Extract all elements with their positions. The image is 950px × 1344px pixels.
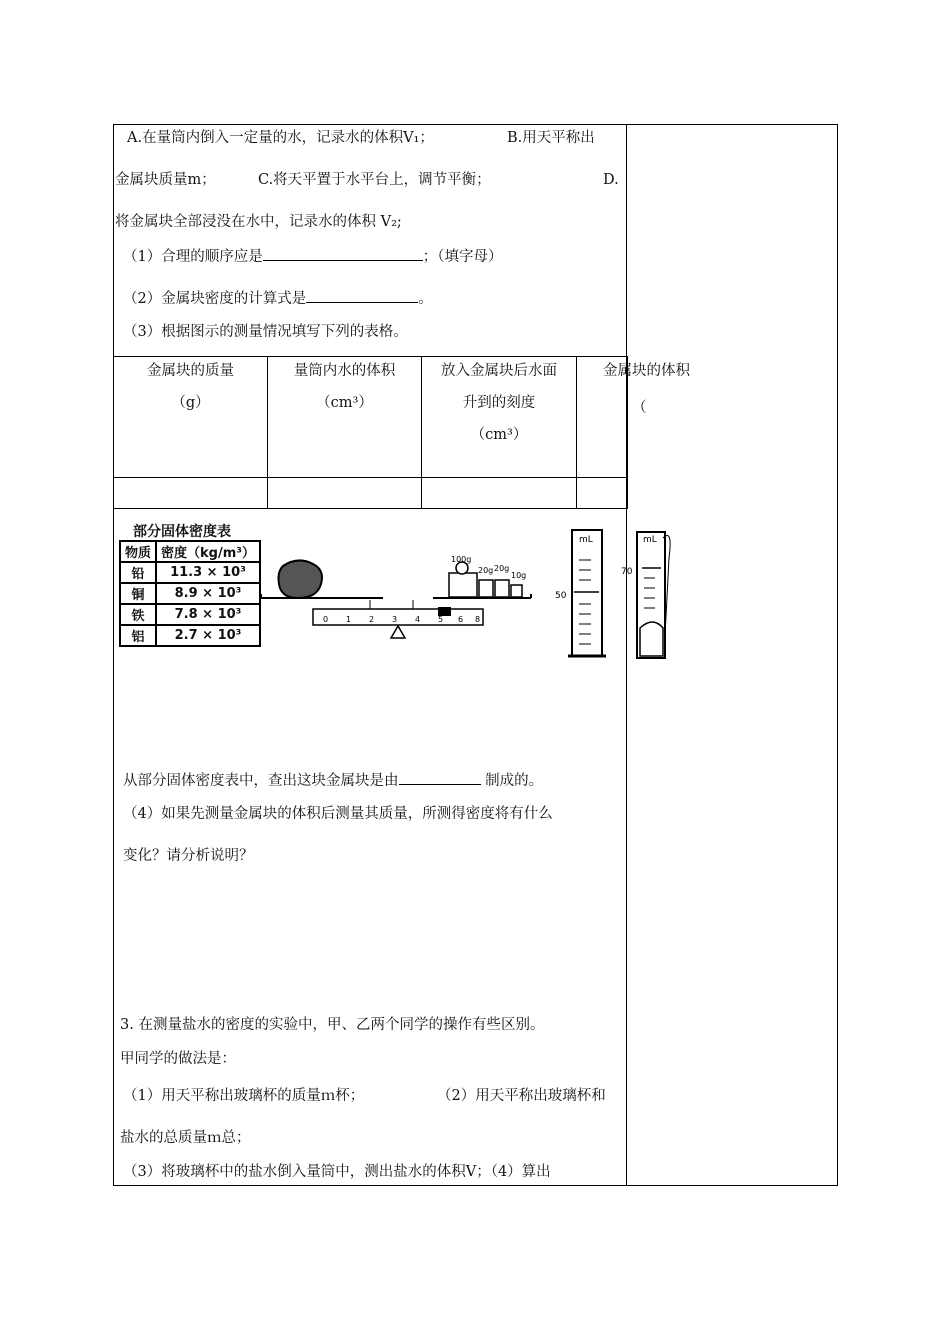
cylinder-mark-70: 70 [621,567,633,577]
step-b-end: 金属块质量m； [115,172,216,188]
density-row-value: 8.9 × 10³ [156,583,260,604]
density-row-substance: 铝 [120,625,156,646]
question-2: （2）金属块密度的计算式是 。 [123,288,433,309]
problem-3-intro: 3. 在测量盐水的密度的实验中，甲、乙两个同学的操作有些区别。 [120,1017,545,1033]
cell-mass[interactable] [114,478,268,509]
density-row-value: 7.8 × 10³ [156,604,260,625]
density-header-value: 密度（kg/m³） [156,541,260,562]
graduated-cylinder-left [568,530,606,656]
step-c: C.将天平置于水平台上，调节平衡； [258,172,491,188]
header-volume-unit: （ [632,400,647,416]
weight-label: 20g [494,564,510,573]
cylinder-unit: mL [643,535,657,545]
header-mass: 金属块的质量 （g） [114,357,268,478]
density-row-substance: 铜 [120,583,156,604]
scale-tick-label: 8 [475,615,481,624]
answer-blank-1[interactable] [263,246,423,261]
question-1: （1）合理的顺序应是 ；（填字母） [123,246,502,267]
scale-tick-label: 2 [369,615,375,624]
problem-3-step2-end: 盐水的总质量ｍ总； [120,1130,251,1146]
cylinder-mark-50: 50 [555,591,567,601]
problem-3-step2: （2）用天平称出玻璃杯和 [437,1088,606,1104]
measurement-table [113,356,628,509]
cylinder-unit: mL [579,535,593,545]
density-lookup-question: 从部分固体密度表中，查出这块金属块是由 制成的。 [123,770,543,791]
density-header-substance: 物质 [120,541,156,562]
weight-label: 20g [478,566,494,575]
step-d-end: 将金属块全部浸没在水中，记录水的体积 V₂; [115,214,402,230]
weight-label: 10g [511,571,527,580]
problem-3-step1: （1）用天平称出玻璃杯的质量ｍ杯； [123,1088,365,1104]
question-4-line1: （4）如果先测量金属块的体积后测量其质量，所测得密度将有什么 [123,806,553,822]
graduated-cylinder-right [637,532,670,658]
density-row-substance: 铁 [120,604,156,625]
density-table-title: 部分固体密度表 [133,524,231,540]
answer-blank-2[interactable] [306,288,418,303]
answer-blank-material[interactable] [399,770,481,785]
density-row-value: 11.3 × 10³ [156,562,260,583]
cell-final-level[interactable] [422,478,577,509]
weight-label: 100g [451,555,472,564]
balance-and-cylinders [113,518,657,664]
scale-tick-label: 6 [458,615,464,624]
question-4-line2: 变化？请分析说明？ [123,848,254,864]
problem-3-method: 甲同学的做法是： [120,1051,236,1067]
cell-water-volume[interactable] [268,478,422,509]
scale-tick-label: 1 [346,615,352,624]
step-b-start: B.用天平称出 [507,130,595,146]
scale-tick-label: 5 [438,615,444,624]
scale-tick-label: 0 [323,615,329,624]
step-d-start: D. [603,172,619,188]
header-water-volume: 量筒内水的体积 （cm³） [268,357,422,478]
question-3: （3）根据图示的测量情况填写下列的表格。 [123,324,408,340]
problem-3-step3: （3）将玻璃杯中的盐水倒入量筒中，测出盐水的体积V；（4）算出 [123,1164,551,1180]
scale-tick-label: 4 [415,615,421,624]
header-final-level: 放入金属块后水面 升到的刻度 （cm³） [422,357,577,478]
cell-volume[interactable] [577,478,628,509]
density-row-substance: 铅 [120,562,156,583]
header-volume-label: 金属块的体积 [603,363,690,379]
step-a: A.在量筒内倒入一定量的水，记录水的体积V₁； [127,130,434,146]
scale-tick-label: 3 [392,615,398,624]
experiment-figure [113,518,657,664]
density-row-value: 2.7 × 10³ [156,625,260,646]
